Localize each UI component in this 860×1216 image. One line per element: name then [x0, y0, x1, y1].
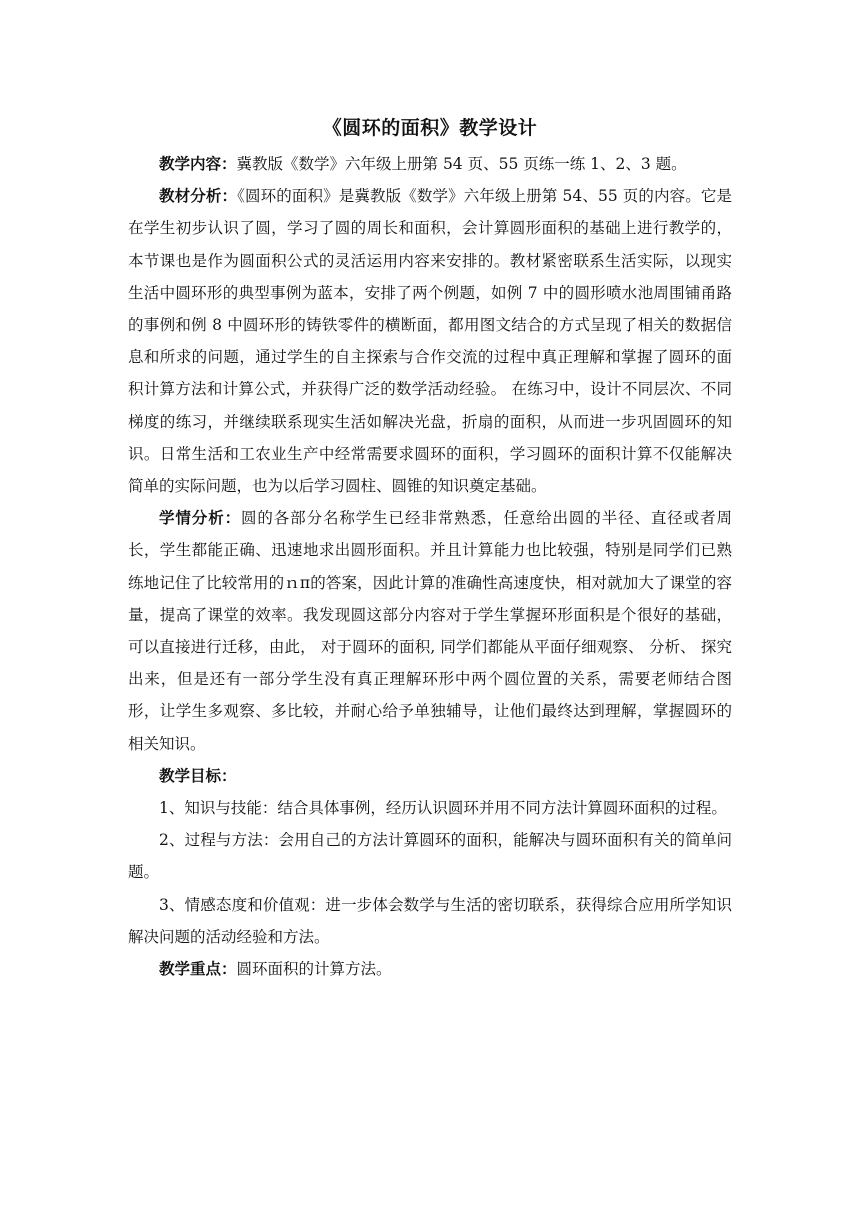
goal-item: 1、知识与技能：结合具体事例，经历认识圆环并用不同方法计算圆环面积的过程。 — [159, 799, 727, 818]
teaching-content-paragraph — [128, 148, 732, 180]
key-point-paragraph — [128, 953, 732, 985]
key-point-text: 圆环面积的计算方法。 — [236, 960, 392, 979]
material-analysis-label: 教材分析： — [159, 186, 238, 206]
material-analysis-paragraph — [128, 180, 732, 502]
teaching-goals-label: 教学目标： — [159, 765, 237, 785]
goal-item: 2、过程与方法：会用自己的方法计算圆环的面积，能解决与圆环面积有关的简单问题。 — [128, 831, 732, 882]
teaching-content-label: 教学内容： — [159, 154, 237, 173]
goal-item: 3、情感态度和价值观：进一步体会数学与生活的密切联系，获得综合应用所学知识解决问题的活动经验和方法。 — [128, 895, 732, 946]
teaching-goals-heading — [128, 760, 732, 792]
material-analysis-text: 《圆环的面积》是冀教版《数学》六年级上册第 54、55 页的内容。它是在学生初步认识了圆，学习了圆的周长和面积，会计算圆形面积的基础上进行教学的，本节课也是作为圆面积公式的灵活运用内容来安排的。教材紧密联系生活实际，以现实生活中圆环形的典型事例为蓝本，安排了两个例题，如例 7 中的圆形喷水池周围铺甬路的事例和例 8 中圆环形的铸铁零件的横断面，都用图文结合的方式呈现了相关的数据信息和所求的问题，通过学生的自主探索与合作交流的过程中真正理解和掌握了圆环的面积计算方法和计算公式，并获得广泛的数学活动经验。 在练习中，设计不同层次、不同梯度的练习，并继续联系现实生活如解决光盘，折扇的面积，从而进一步巩固圆环的知识。日常生活和工农业生产中经常需要求圆环的面积，学习圆环的面积计算不仅能解决简单的实际问题，也为以后学习圆柱、圆锥的知识奠定基础。 — [128, 187, 732, 496]
student-analysis-text: 圆的各部分名称学生已经非常熟悉，任意给出圆的半径、直径或者周长，学生都能正确、迅速地求出圆形面积。并且计算能力也比较强，特别是同学们已熟练地记住了比较常用的ｎπ的答案，因此计算的准确性高速度快，相对就加大了课堂的容量，提高了课堂的效率。我发现圆这部分内容对于学生掌握环形面积是个很好的基础，可以直接进行迁移，由此， 对于圆环的面积, 同学们都能从平面仔细观察、 分析、 探究出来，但是还有一部分学生没有真正理解环形中两个圆位置的关系，需要老师结合图形，让学生多观察、多比较，并耐心给予单独辅导，让他们最终达到理解，掌握圆环的相关知识。 — [128, 509, 732, 753]
teaching-content-text: 冀教版《数学》六年级上册第 54 页、55 页练一练 1、2、3 题。 — [236, 155, 687, 173]
document-title: 《圆环的面积》教学设计 — [322, 117, 538, 139]
student-analysis-label: 学情分析： — [159, 508, 241, 528]
key-point-label: 教学重点： — [159, 959, 237, 979]
student-analysis-paragraph — [128, 502, 732, 760]
